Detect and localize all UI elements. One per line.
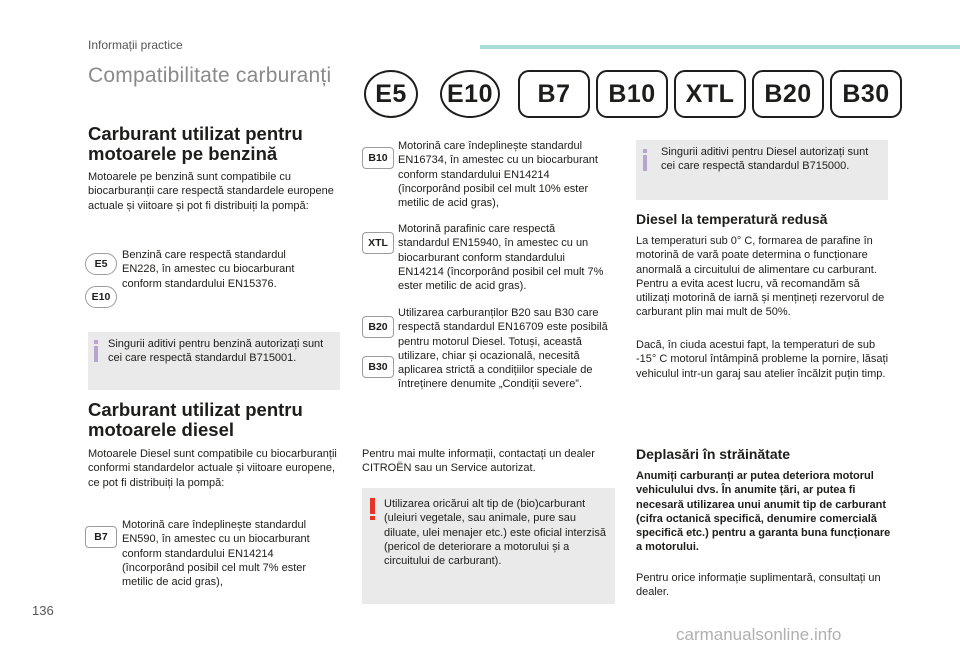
contact-text: Pentru mai multe informații, contactați un dealer CITROËN sau un Service autorizat. <box>362 448 595 475</box>
petrol-badge-e10: E10 <box>85 286 117 308</box>
fuel-badge-e5: E5 <box>364 70 418 118</box>
warning-icon <box>370 498 375 520</box>
diesel-intro: Motoarele Diesel sunt compatibile cu biocarburanții conformi standardelor actuale și viitoare europene, ce pot fi distribuiți la pompă: <box>88 448 337 489</box>
section-header: Informații practice <box>88 38 183 52</box>
watermark: carmanualsonline.info <box>676 625 842 644</box>
petrol-heading: Carburant utilizat pentru motoarele pe benzină <box>88 123 303 164</box>
fuel-badge-e10: E10 <box>440 70 500 118</box>
badge-b10: B10 <box>362 147 394 169</box>
warning-box <box>362 488 615 604</box>
petrol-intro: Motoarele pe benzină sunt compatibile cu biocarburanții care respectă standardele europene actuale și viitoare și pot fi distribuiți la pompă: <box>88 171 334 212</box>
page-number: 136 <box>32 603 54 618</box>
badge-b20: B20 <box>362 316 394 338</box>
petrol-note-box <box>88 332 340 390</box>
badge-xtl: XTL <box>362 232 394 254</box>
diesel-badge-b7: B7 <box>85 526 117 548</box>
diesel-b7-description: Motorină care îndeplinește standardul EN590, în amestec cu un biocarburant conform standardului EN14214 (încorporând posibil cel mult 7% ester metilic de acid gras), <box>122 519 310 589</box>
petrol-badge-e5: E5 <box>85 253 117 275</box>
xtl-description: Motorină parafinic care respectă standardul EN15940, în amestec cu un biocarburant conform standardului EN14214 (încorporând posibil cel mult 7% ester metilic de acid gras). <box>398 223 604 293</box>
badge-b30: B30 <box>362 356 394 378</box>
cold-heading: Diesel la temperatură redusă <box>636 211 828 227</box>
abroad-text: Pentru orice informație suplimentară, consultați un dealer. <box>636 572 881 599</box>
warning-text: Utilizarea oricărui alt tip de (bio)carburant (uleiuri vegetale, sau animale, pure sau diluate, ulei menajer etc.) este oficial interzisă (pericol de deteriorare a motorului și a circuitului de carburant). <box>384 498 606 568</box>
fuel-badge-b10: B10 <box>596 70 668 118</box>
abroad-heading: Deplasări în străinătate <box>636 446 791 462</box>
header-accent-bar <box>480 45 960 49</box>
fuel-badge-xtl: XTL <box>674 70 746 118</box>
diesel-heading: Carburant utilizat pentru motoarele diesel <box>88 399 303 440</box>
diesel-note-box <box>636 140 888 200</box>
page-title: Compatibilitate carburanți <box>88 64 332 87</box>
abroad-bold-text: Anumiți carburanți ar putea deteriora motorul vehiculului dvs. În anumite țări, ar putea fi necesară utilizarea unui anumit tip de carburant (cifra octanică specifică, denumire comercială specifică etc.) pentru a garanta buna funcționare a motorului. <box>636 470 891 554</box>
fuel-badge-b7: B7 <box>518 70 590 118</box>
b10-description: Motorină care îndeplinește standardul EN16734, în amestec cu un biocarburant conform standardului EN14214 (încorporând posibil cel mult 10% ester metilic de acid gras), <box>398 140 598 210</box>
petrol-description: Benzină care respectă standardul EN228, în amestec cu biocarburant conform standardului EN15376. <box>122 249 295 290</box>
diesel-note-text: Singurii aditivi pentru Diesel autorizați sunt cei care respectă standardul B715000. <box>661 146 869 173</box>
fuel-badge-b30: B30 <box>830 70 902 118</box>
b20-b30-description: Utilizarea carburanților B20 sau B30 care respectă standardul EN16709 este posibilă pentru motorul Diesel. Totuși, această utilizare, chiar și ocazională, necesită aplicarea strictă a condițiilor speciale de întreținere denumite „Condiții severe”. <box>398 307 608 391</box>
cold-text-2: Dacă, în ciuda acestui fapt, la temperaturi de sub -15° C motorul întâmpină probleme la pornire, lăsați vehiculul intr-un garaj sau atelier încălzit puțin timp. <box>636 339 889 380</box>
info-icon <box>643 149 647 171</box>
info-icon <box>94 340 98 362</box>
fuel-badge-b20: B20 <box>752 70 824 118</box>
cold-text-1: La temperaturi sub 0° C, formarea de parafine în motorină de vară poate determina o funcționare anormală a circuitului de alimentare cu carburant. Pentru a evita acest lucru, vă recomandăm să utilizați motorină de iarnă și mențineți rezervorul de carburant plin mai mult de 50%. <box>636 235 885 319</box>
petrol-note-text: Singurii aditivi pentru benzină autorizați sunt cei care respectă standardul B715001. <box>108 338 324 365</box>
